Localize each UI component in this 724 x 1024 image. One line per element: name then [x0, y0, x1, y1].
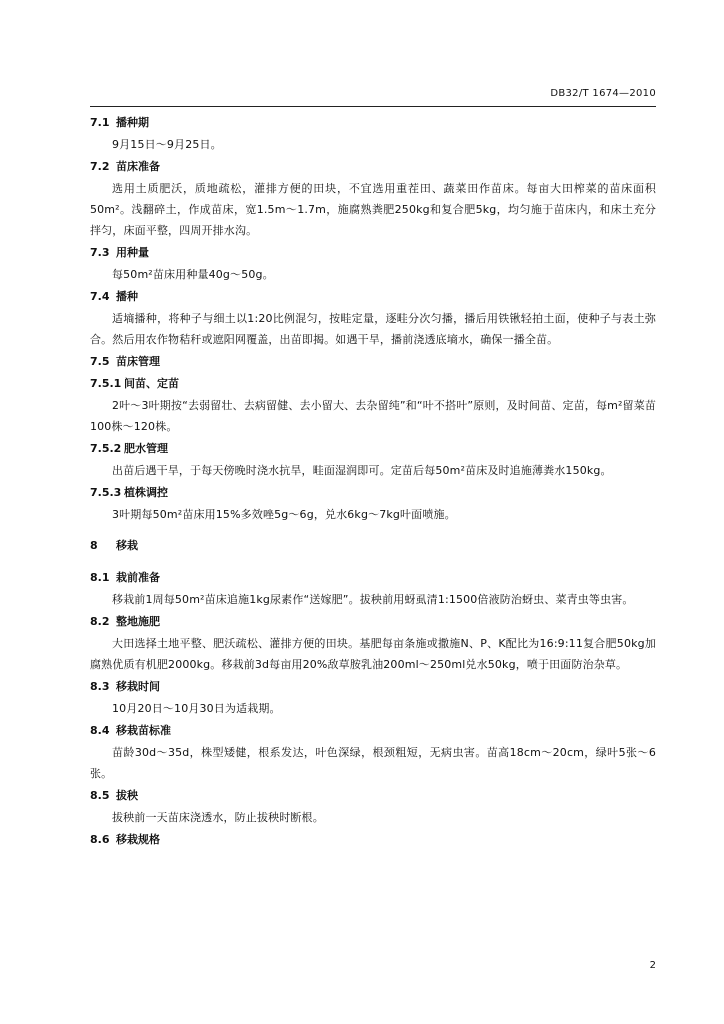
- section-heading-7-5-3: 7.5.3 植株调控: [90, 486, 168, 499]
- section-heading-8-5: 8.5 拔秧: [90, 789, 138, 802]
- section-heading-7-1: 7.1 播种期: [90, 116, 149, 129]
- section-heading-7-2: 7.2 苗床准备: [90, 160, 160, 173]
- section-paragraph: 10月20日～10月30日为适栽期。: [112, 702, 281, 715]
- section-heading-7-5: 7.5 苗床管理: [90, 355, 160, 368]
- section-paragraph: 每50m²苗床用种量40g～50g。: [112, 268, 274, 281]
- section-heading-8-6: 8.6 移栽规格: [90, 833, 160, 846]
- section-paragraph: 2叶～3叶期按“去弱留壮、去病留健、去小留大、去杂留纯”和“叶不搭叶”原则，及时间苗、定苗，每m²留菜苗100株～120株。: [90, 399, 656, 433]
- section-heading-8-1: 8.1 栽前准备: [90, 571, 160, 584]
- section-heading-8-2: 8.2 整地施肥: [90, 615, 160, 628]
- standard-code: DB32/T 1674—2010: [550, 88, 656, 99]
- section-paragraph: 适墒播种，将种子与细土以1:20比例混匀，按畦定量，逐畦分次匀播，播后用铁锹轻拍土面，使种子与表土弥合。然后用农作物秸秆或遮阳网覆盖，出苗即揭。如遇干旱，播前浇透底墒水，确保一播全苗。: [90, 312, 656, 346]
- section-heading-8-4: 8.4 移栽苗标准: [90, 724, 171, 737]
- section-heading-7-5-1: 7.5.1 间苗、定苗: [90, 377, 179, 390]
- section-paragraph: 出苗后遇干旱，于每天傍晚时浇水抗旱，畦面湿润即可。定苗后每50m²苗床及时追施薄粪水150kg。: [112, 464, 612, 477]
- section-paragraph: 移栽前1周每50m²苗床追施1kg尿素作“送嫁肥”。拔秧前用蚜虱清1:1500倍液防治蚜虫、菜青虫等虫害。: [112, 593, 634, 606]
- section-paragraph: 选用土质肥沃，质地疏松，灌排方便的田块，不宜选用重茬田、蔬菜田作苗床。每亩大田榨菜的苗床面积50m²。浅翻碎土，作成苗床，宽1.5m～1.7m，施腐熟粪肥250kg和复合肥5kg，均匀施于苗床内，和床土充分拌匀，床面平整，四周开排水沟。: [90, 182, 656, 237]
- section-paragraph: 大田选择土地平整、肥沃疏松、灌排方便的田块。基肥每亩条施或撒施N、P、K配比为16:9:11复合肥50kg加腐熟优质有机肥2000kg。移栽前3d每亩用20%敌草胺乳油200ml～250ml兑水50kg，喷于田面防治杂草。: [90, 637, 656, 671]
- section-paragraph: 拔秧前一天苗床浇透水，防止拔秧时断根。: [112, 811, 324, 824]
- section-paragraph: 3叶期每50m²苗床用15%多效唑5g～6g，兑水6kg～7kg叶面喷施。: [112, 508, 456, 521]
- chapter-heading-8: 8 移栽: [90, 539, 138, 552]
- section-paragraph: 苗龄30d～35d，株型矮健，根系发达，叶色深绿，根颈粗短，无病虫害。苗高18cm～20cm，绿叶5张～6张。: [90, 746, 656, 780]
- page-number: 2: [649, 960, 656, 971]
- section-heading-7-5-2: 7.5.2 肥水管理: [90, 442, 168, 455]
- page-header: [90, 84, 656, 107]
- document-body: [90, 112, 656, 851]
- section-paragraph: 9月15日～9月25日。: [112, 138, 222, 151]
- section-heading-8-3: 8.3 移栽时间: [90, 680, 160, 693]
- section-heading-7-3: 7.3 用种量: [90, 246, 149, 259]
- section-heading-7-4: 7.4 播种: [90, 290, 138, 303]
